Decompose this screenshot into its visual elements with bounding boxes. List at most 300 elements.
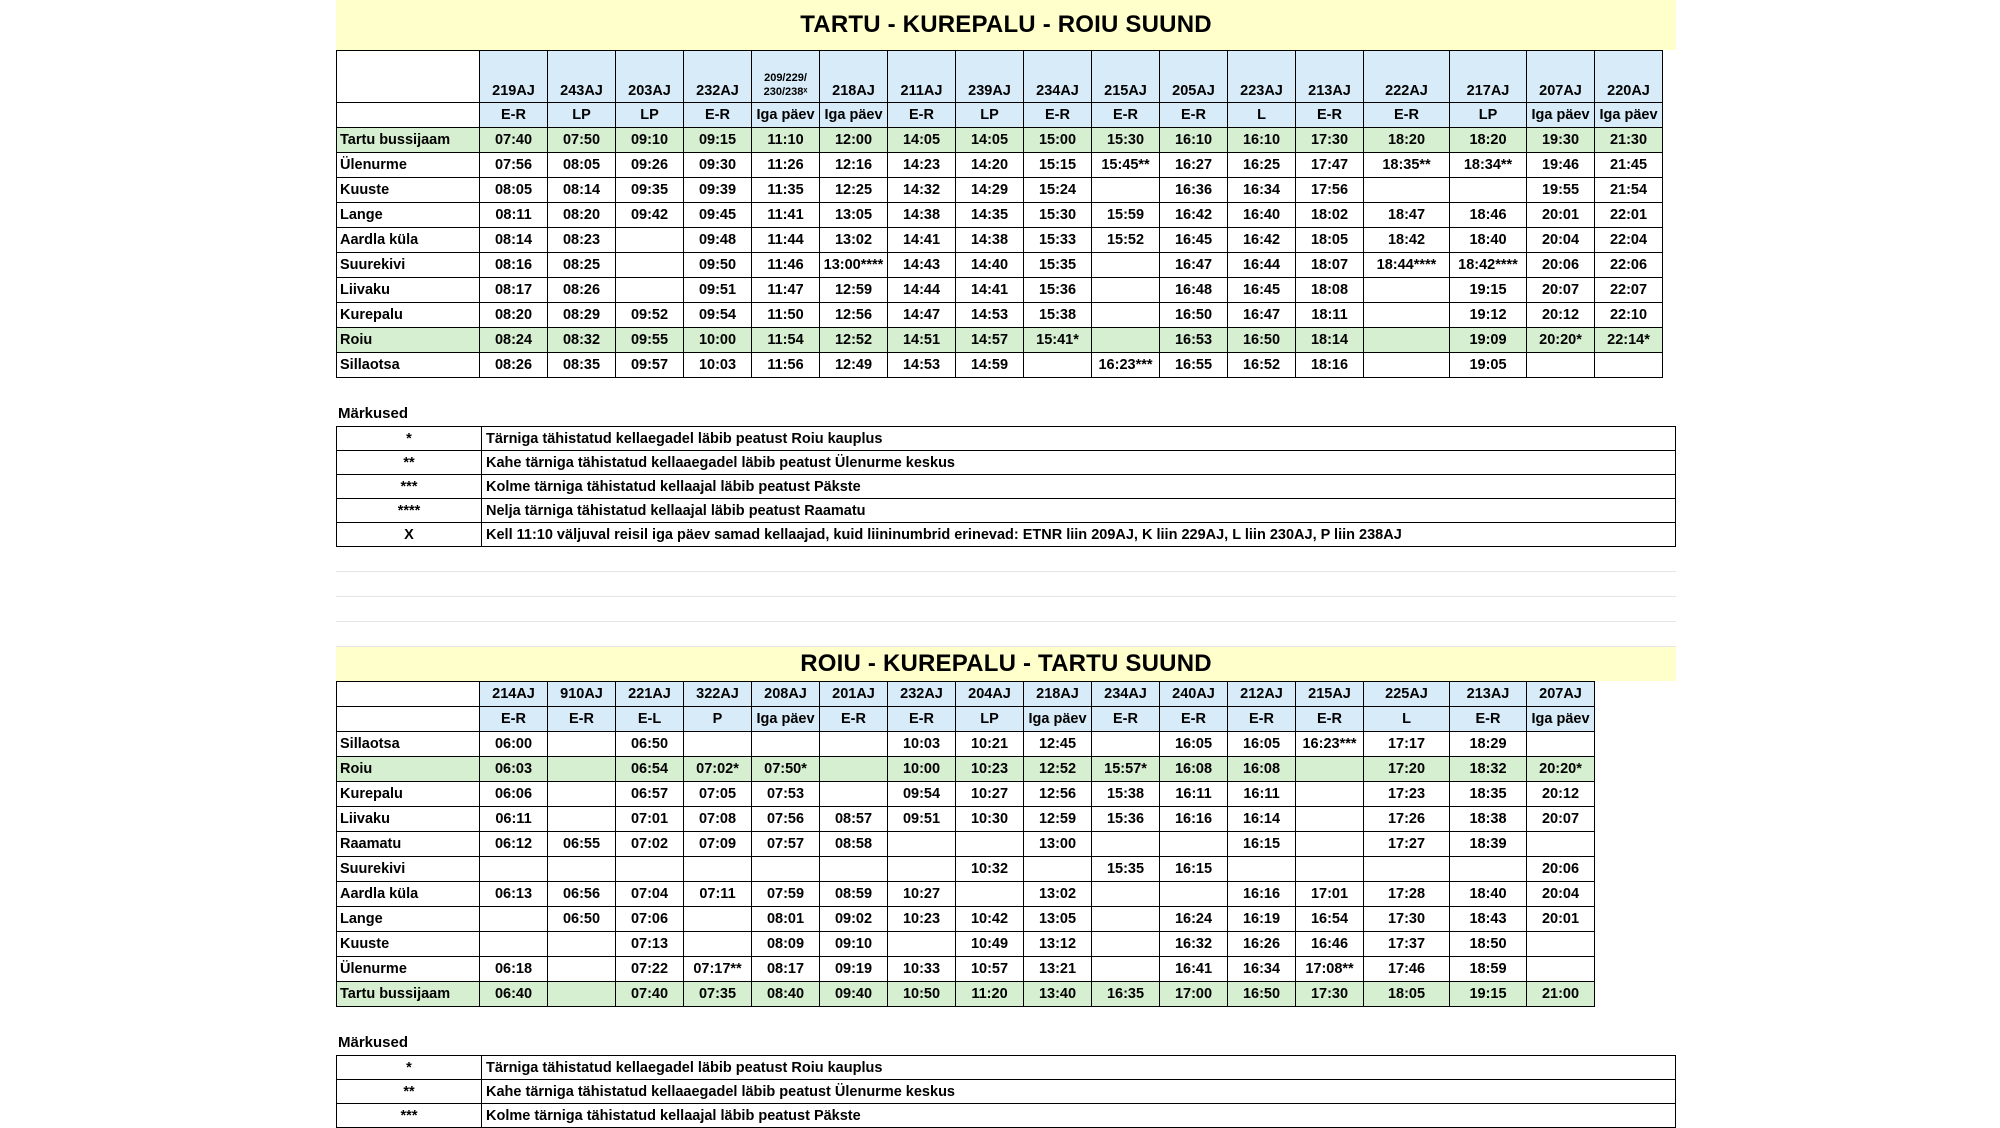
stop-name: Aardla küla: [337, 882, 480, 907]
departure-time: [548, 732, 616, 757]
note-row: [337, 1080, 1676, 1104]
departure-time: 11:44: [752, 228, 820, 253]
departure-time: 19:05: [1450, 353, 1527, 378]
departure-time: 16:48: [1160, 278, 1228, 303]
departure-time: 13:05: [820, 203, 888, 228]
departure-time: 22:07: [1595, 278, 1663, 303]
route-number: 213AJ: [1450, 682, 1527, 707]
route-header-row: [337, 682, 1595, 707]
departure-time: [548, 782, 616, 807]
inbound-notes-title: Märkused: [338, 1034, 409, 1051]
departure-time: 18:39: [1450, 832, 1527, 857]
departure-time: 19:12: [1450, 303, 1527, 328]
note-row: [337, 1104, 1676, 1128]
departure-time: 18:38: [1450, 807, 1527, 832]
departure-time: 17:26: [1364, 807, 1450, 832]
route-number: 204AJ: [956, 682, 1024, 707]
departure-time: 20:06: [1527, 857, 1595, 882]
note-symbol: **: [337, 451, 482, 475]
note-row: [337, 1056, 1676, 1080]
departure-time: 12:56: [1024, 782, 1092, 807]
outbound-timetable: [336, 50, 1663, 378]
route-number: 212AJ: [1228, 682, 1296, 707]
route-number-part: 230/238ˣ: [763, 86, 808, 98]
service-days: E-R: [548, 707, 616, 732]
note-text: Tärniga tähistatud kellaegadel läbib peatust Roiu kauplus: [482, 427, 1676, 451]
departure-time: 18:34**: [1450, 153, 1527, 178]
stop-name: Ülenurme: [337, 957, 480, 982]
route-number: 239AJ: [956, 51, 1024, 103]
note-symbol: *: [337, 1056, 482, 1080]
departure-time: [1092, 328, 1160, 353]
departure-time: 08:24: [480, 328, 548, 353]
departure-time: 15:52: [1092, 228, 1160, 253]
departure-time: 16:40: [1228, 203, 1296, 228]
departure-time: 16:54: [1296, 907, 1364, 932]
service-days: LP: [1450, 103, 1527, 128]
departure-time: 07:40: [480, 128, 548, 153]
service-days: P: [684, 707, 752, 732]
departure-time: 17:47: [1296, 153, 1364, 178]
departure-time: 18:07: [1296, 253, 1364, 278]
service-days: E-R: [1450, 707, 1527, 732]
stop-name: Liivaku: [337, 807, 480, 832]
departure-time: 08:09: [752, 932, 820, 957]
stop-name: Lange: [337, 907, 480, 932]
note-row: [337, 451, 1676, 475]
header-corner: [337, 707, 480, 732]
inbound-title: ROIU - KUREPALU - TARTU SUUND: [336, 647, 1676, 681]
route-number: 218AJ: [820, 51, 888, 103]
departure-time: 16:27: [1160, 153, 1228, 178]
departure-time: [548, 757, 616, 782]
departure-time: 19:15: [1450, 278, 1527, 303]
departure-time: [1527, 957, 1595, 982]
departure-time: 09:39: [684, 178, 752, 203]
route-number: 232AJ: [684, 51, 752, 103]
departure-time: 08:17: [752, 957, 820, 982]
service-days: LP: [956, 707, 1024, 732]
departure-time: 08:17: [480, 278, 548, 303]
departure-time: 07:56: [752, 807, 820, 832]
departure-time: 10:23: [888, 907, 956, 932]
stop-name: Roiu: [337, 328, 480, 353]
service-days: E-R: [1160, 707, 1228, 732]
departure-time: 16:08: [1228, 757, 1296, 782]
departure-time: 07:59: [752, 882, 820, 907]
departure-time: [1092, 278, 1160, 303]
route-number: 222AJ: [1364, 51, 1450, 103]
departure-time: 16:23***: [1092, 353, 1160, 378]
departure-time: 09:55: [616, 328, 684, 353]
stop-name: Suurekivi: [337, 857, 480, 882]
departure-time: 09:40: [820, 982, 888, 1007]
departure-time: 09:45: [684, 203, 752, 228]
departure-time: 06:00: [480, 732, 548, 757]
departure-time: 06:55: [548, 832, 616, 857]
departure-time: 17:23: [1364, 782, 1450, 807]
departure-time: 13:02: [820, 228, 888, 253]
departure-time: 16:23***: [1296, 732, 1364, 757]
departure-time: 10:00: [888, 757, 956, 782]
departure-time: 20:01: [1527, 203, 1595, 228]
note-row: [337, 427, 1676, 451]
route-number: 215AJ: [1296, 682, 1364, 707]
departure-time: 21:45: [1595, 153, 1663, 178]
departure-time: 12:49: [820, 353, 888, 378]
departure-time: 07:35: [684, 982, 752, 1007]
stop-row: [337, 328, 1663, 353]
departure-time: [956, 832, 1024, 857]
departure-time: 08:29: [548, 303, 616, 328]
note-row: [337, 523, 1676, 547]
departure-time: 08:14: [548, 178, 616, 203]
stop-row: [337, 807, 1595, 832]
departure-time: 09:54: [684, 303, 752, 328]
days-header-row: [337, 707, 1595, 732]
departure-time: 11:20: [956, 982, 1024, 1007]
departure-time: [1160, 882, 1228, 907]
departure-time: 18:35**: [1364, 153, 1450, 178]
departure-time: 19:46: [1527, 153, 1595, 178]
departure-time: [1450, 178, 1527, 203]
stop-row: [337, 153, 1663, 178]
departure-time: 16:53: [1160, 328, 1228, 353]
departure-time: 14:41: [888, 228, 956, 253]
stop-row: [337, 982, 1595, 1007]
departure-time: 19:30: [1527, 128, 1595, 153]
departure-time: 10:42: [956, 907, 1024, 932]
departure-time: [1527, 353, 1595, 378]
departure-time: 18:59: [1450, 957, 1527, 982]
departure-time: 08:59: [820, 882, 888, 907]
spacer: [336, 378, 1676, 402]
empty-grid-rows: [336, 547, 1676, 647]
departure-time: 11:26: [752, 153, 820, 178]
departure-time: 08:01: [752, 907, 820, 932]
departure-time: 09:26: [616, 153, 684, 178]
departure-time: [616, 228, 684, 253]
departure-time: [1092, 832, 1160, 857]
route-number: 214AJ: [480, 682, 548, 707]
departure-time: 20:12: [1527, 303, 1595, 328]
departure-time: 09:52: [616, 303, 684, 328]
departure-time: [752, 857, 820, 882]
note-symbol: **: [337, 1080, 482, 1104]
departure-time: 06:03: [480, 757, 548, 782]
departure-time: 14:44: [888, 278, 956, 303]
service-days: L: [1228, 103, 1296, 128]
departure-time: 09:10: [616, 128, 684, 153]
service-days: E-R: [820, 707, 888, 732]
departure-time: 07:57: [752, 832, 820, 857]
note-symbol: ***: [337, 1104, 482, 1128]
stop-name: Roiu: [337, 757, 480, 782]
departure-time: 10:49: [956, 932, 1024, 957]
service-days: E-R: [1296, 103, 1364, 128]
departure-time: 14:53: [956, 303, 1024, 328]
service-days: E-R: [1160, 103, 1228, 128]
departure-time: 22:06: [1595, 253, 1663, 278]
spacer: [336, 1007, 1676, 1031]
departure-time: 11:41: [752, 203, 820, 228]
departure-time: 18:42****: [1450, 253, 1527, 278]
departure-time: 08:20: [548, 203, 616, 228]
stop-row: [337, 353, 1663, 378]
departure-time: [1296, 782, 1364, 807]
stop-row: [337, 178, 1663, 203]
empty-row: [336, 572, 1676, 597]
departure-time: 16:34: [1228, 957, 1296, 982]
route-number: 205AJ: [1160, 51, 1228, 103]
departure-time: 07:22: [616, 957, 684, 982]
departure-time: 14:38: [888, 203, 956, 228]
stop-name: Sillaotsa: [337, 353, 480, 378]
inbound-notes-table: [336, 1055, 1676, 1128]
departure-time: 17:27: [1364, 832, 1450, 857]
stop-row: [337, 832, 1595, 857]
departure-time: 18:44****: [1364, 253, 1450, 278]
service-days: Iga päev: [752, 103, 820, 128]
departure-time: 18:40: [1450, 228, 1527, 253]
departure-time: 16:55: [1160, 353, 1228, 378]
service-days: E-R: [888, 103, 956, 128]
stop-name: Aardla küla: [337, 228, 480, 253]
departure-time: 16:11: [1228, 782, 1296, 807]
departure-time: 18:32: [1450, 757, 1527, 782]
empty-row: [336, 547, 1676, 572]
departure-time: 15:36: [1024, 278, 1092, 303]
departure-time: 18:29: [1450, 732, 1527, 757]
departure-time: 14:05: [956, 128, 1024, 153]
departure-time: 18:16: [1296, 353, 1364, 378]
departure-time: [684, 932, 752, 957]
route-number: 240AJ: [1160, 682, 1228, 707]
header-corner: [337, 682, 480, 707]
departure-time: 14:29: [956, 178, 1024, 203]
route-header-row: [337, 51, 1663, 103]
departure-time: 10:03: [684, 353, 752, 378]
departure-time: [684, 732, 752, 757]
departure-time: 15:45**: [1092, 153, 1160, 178]
departure-time: 14:51: [888, 328, 956, 353]
departure-time: 22:14*: [1595, 328, 1663, 353]
departure-time: 11:10: [752, 128, 820, 153]
departure-time: 16:10: [1160, 128, 1228, 153]
departure-time: 16:41: [1160, 957, 1228, 982]
departure-time: 17:30: [1364, 907, 1450, 932]
departure-time: 14:35: [956, 203, 1024, 228]
departure-time: 16:44: [1228, 253, 1296, 278]
departure-time: 16:26: [1228, 932, 1296, 957]
departure-time: [548, 857, 616, 882]
departure-time: 17:37: [1364, 932, 1450, 957]
route-number-part: 209/229/: [764, 72, 807, 84]
departure-time: 20:04: [1527, 882, 1595, 907]
departure-time: 19:09: [1450, 328, 1527, 353]
stop-row: [337, 907, 1595, 932]
departure-time: 07:17**: [684, 957, 752, 982]
departure-time: 09:42: [616, 203, 684, 228]
departure-time: 12:25: [820, 178, 888, 203]
note-symbol: *: [337, 427, 482, 451]
departure-time: 07:53: [752, 782, 820, 807]
departure-time: [1364, 178, 1450, 203]
departure-time: 15:15: [1024, 153, 1092, 178]
departure-time: 06:12: [480, 832, 548, 857]
stop-row: [337, 253, 1663, 278]
departure-time: 07:04: [616, 882, 684, 907]
departure-time: 18:05: [1296, 228, 1364, 253]
departure-time: [1228, 857, 1296, 882]
departure-time: [684, 907, 752, 932]
note-symbol: ****: [337, 499, 482, 523]
service-days: LP: [956, 103, 1024, 128]
note-symbol: ***: [337, 475, 482, 499]
departure-time: 20:07: [1527, 807, 1595, 832]
departure-time: 06:54: [616, 757, 684, 782]
departure-time: 16:11: [1160, 782, 1228, 807]
departure-time: 09:51: [684, 278, 752, 303]
service-days: Iga päev: [1595, 103, 1663, 128]
departure-time: 08:05: [548, 153, 616, 178]
departure-time: 10:00: [684, 328, 752, 353]
departure-time: 17:01: [1296, 882, 1364, 907]
departure-time: 14:32: [888, 178, 956, 203]
departure-time: 09:35: [616, 178, 684, 203]
outbound-notes-title: Märkused: [338, 405, 409, 422]
service-days: E-R: [1228, 707, 1296, 732]
departure-time: 13:21: [1024, 957, 1092, 982]
stop-name: Kuuste: [337, 932, 480, 957]
departure-time: 15:24: [1024, 178, 1092, 203]
departure-time: 14:47: [888, 303, 956, 328]
route-number: 201AJ: [820, 682, 888, 707]
departure-time: [1364, 857, 1450, 882]
departure-time: 07:13: [616, 932, 684, 957]
departure-time: 14:59: [956, 353, 1024, 378]
departure-time: 08:58: [820, 832, 888, 857]
departure-time: 14:53: [888, 353, 956, 378]
departure-time: 06:50: [616, 732, 684, 757]
departure-time: 10:23: [956, 757, 1024, 782]
departure-time: [548, 932, 616, 957]
departure-time: [1527, 932, 1595, 957]
service-days: Iga päev: [1527, 707, 1595, 732]
departure-time: 17:30: [1296, 128, 1364, 153]
header-corner: [337, 103, 480, 128]
departure-time: 20:12: [1527, 782, 1595, 807]
service-days: E-R: [888, 707, 956, 732]
departure-time: 16:52: [1228, 353, 1296, 378]
departure-time: [1296, 757, 1364, 782]
departure-time: 15:57*: [1092, 757, 1160, 782]
departure-time: 10:27: [888, 882, 956, 907]
stop-row: [337, 303, 1663, 328]
stop-name: Kuuste: [337, 178, 480, 203]
departure-time: 15:00: [1024, 128, 1092, 153]
departure-time: [684, 857, 752, 882]
departure-time: 18:02: [1296, 203, 1364, 228]
departure-time: [1364, 278, 1450, 303]
stop-name: Tartu bussijaam: [337, 982, 480, 1007]
departure-time: 09:48: [684, 228, 752, 253]
departure-time: 15:30: [1024, 203, 1092, 228]
service-days: Iga päev: [1024, 707, 1092, 732]
departure-time: 06:18: [480, 957, 548, 982]
stop-name: Suurekivi: [337, 253, 480, 278]
departure-time: 07:40: [616, 982, 684, 1007]
departure-time: 15:30: [1092, 128, 1160, 153]
departure-time: 08:32: [548, 328, 616, 353]
departure-time: 14:41: [956, 278, 1024, 303]
note-text: Kolme tärniga tähistatud kellaajal läbib peatust Päkste: [482, 1104, 1676, 1128]
departure-time: [1092, 882, 1160, 907]
departure-time: 17:17: [1364, 732, 1450, 757]
departure-time: 21:54: [1595, 178, 1663, 203]
departure-time: 10:30: [956, 807, 1024, 832]
service-days: Iga päev: [820, 103, 888, 128]
departure-time: 12:59: [1024, 807, 1092, 832]
departure-time: 06:11: [480, 807, 548, 832]
departure-time: 16:47: [1160, 253, 1228, 278]
departure-time: 07:08: [684, 807, 752, 832]
departure-time: 09:50: [684, 253, 752, 278]
departure-time: 08:40: [752, 982, 820, 1007]
departure-time: 16:08: [1160, 757, 1228, 782]
departure-time: 15:35: [1092, 857, 1160, 882]
stop-row: [337, 957, 1595, 982]
departure-time: 08:16: [480, 253, 548, 278]
departure-time: 09:10: [820, 932, 888, 957]
departure-time: 06:57: [616, 782, 684, 807]
departure-time: 16:45: [1160, 228, 1228, 253]
route-number: 322AJ: [684, 682, 752, 707]
departure-time: 09:19: [820, 957, 888, 982]
departure-time: 19:55: [1527, 178, 1595, 203]
departure-time: 08:23: [548, 228, 616, 253]
departure-time: 07:01: [616, 807, 684, 832]
departure-time: [1527, 832, 1595, 857]
service-days: E-R: [1092, 707, 1160, 732]
departure-time: 13:00****: [820, 253, 888, 278]
departure-time: 10:33: [888, 957, 956, 982]
route-number: 213AJ: [1296, 51, 1364, 103]
service-days: LP: [548, 103, 616, 128]
departure-time: 21:30: [1595, 128, 1663, 153]
departure-time: 11:54: [752, 328, 820, 353]
departure-time: [1092, 907, 1160, 932]
stop-row: [337, 932, 1595, 957]
service-days: Iga päev: [752, 707, 820, 732]
empty-row: [336, 597, 1676, 622]
departure-time: [820, 732, 888, 757]
departure-time: 10:21: [956, 732, 1024, 757]
departure-time: 17:28: [1364, 882, 1450, 907]
service-days: E-R: [1364, 103, 1450, 128]
departure-time: 12:45: [1024, 732, 1092, 757]
note-row: [337, 499, 1676, 523]
departure-time: 18:08: [1296, 278, 1364, 303]
departure-time: 09:30: [684, 153, 752, 178]
departure-time: [1160, 832, 1228, 857]
departure-time: 18:46: [1450, 203, 1527, 228]
note-text: Kell 11:10 väljuval reisil iga päev samad kellaajad, kuid liininumbrid erinevad: ETNR liin 209AJ, K liin 229AJ, L liin 230AJ, P liin 238AJ: [482, 523, 1676, 547]
departure-time: [616, 278, 684, 303]
departure-time: 17:56: [1296, 178, 1364, 203]
departure-time: 14:05: [888, 128, 956, 153]
departure-time: 20:20*: [1527, 328, 1595, 353]
